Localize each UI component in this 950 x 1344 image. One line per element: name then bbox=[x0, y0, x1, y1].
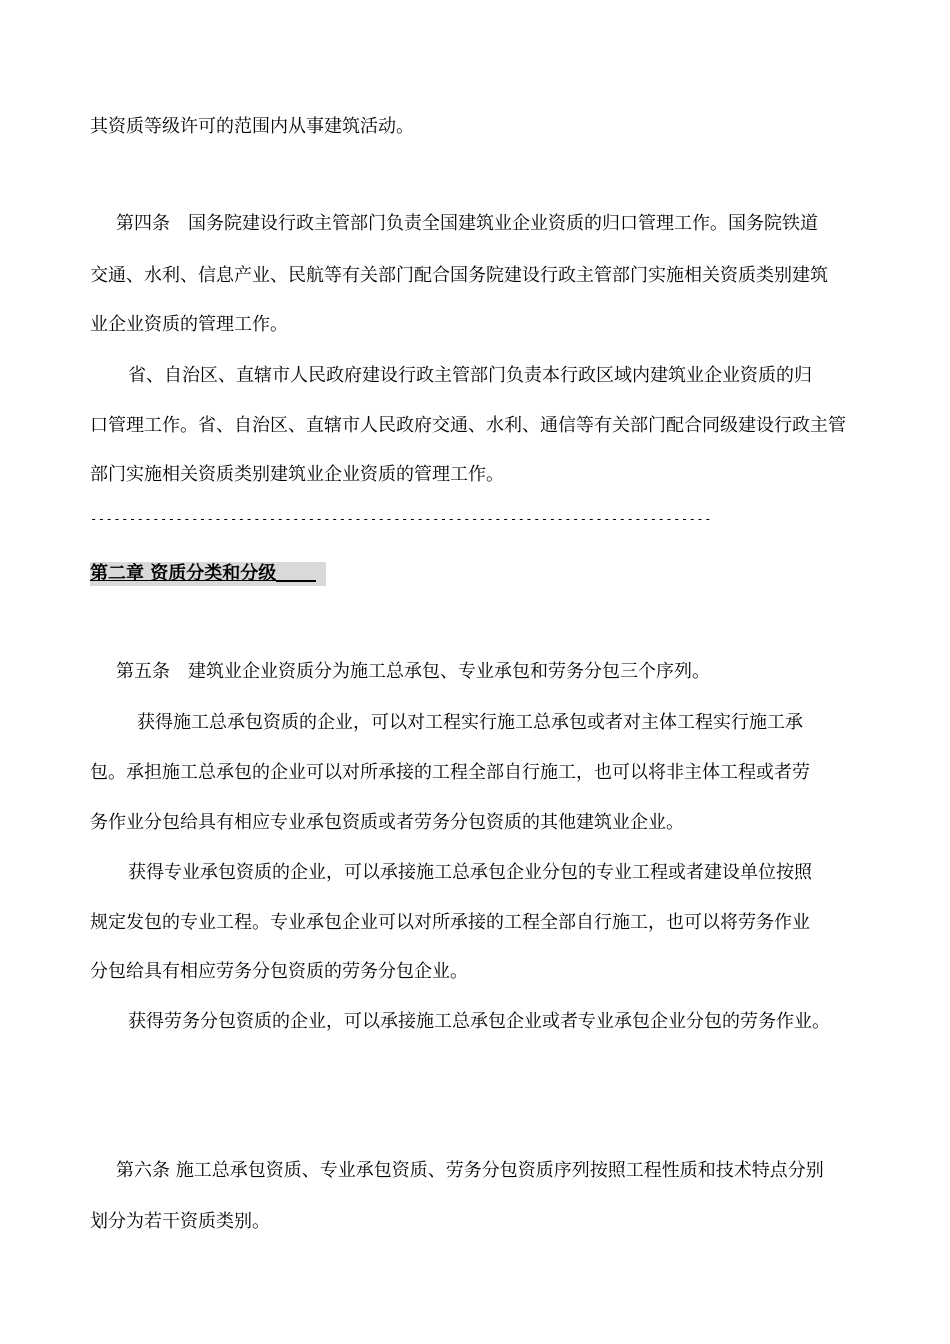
chapter-heading bbox=[90, 562, 326, 586]
article-4-line-1: 第四条 国务院建设行政主管部门负责全国建筑业企业资质的归口管理工作。国务院铁道 bbox=[116, 213, 818, 234]
heading-underline bbox=[276, 562, 316, 582]
article-5-line-1: 第五条 建筑业企业资质分为施工总承包、专业承包和劳务分包三个序列。 bbox=[116, 661, 710, 682]
article-4-line-2: 交通、水利、信息产业、民航等有关部门配合国务院建设行政主管部门实施相关资质类别建筑 bbox=[90, 265, 828, 286]
article-4-para2-line-2: 口管理工作。省、自治区、直辖市人民政府交通、水利、通信等有关部门配合同级建设行政主管 bbox=[90, 415, 846, 436]
article-5-para4-line-1: 获得劳务分包资质的企业，可以承接施工总承包企业或者专业承包企业分包的劳务作业。 bbox=[128, 1011, 830, 1032]
article-5-para2-line-3: 务作业分包给具有相应专业承包资质或者劳务分包资质的其他建筑业企业。 bbox=[90, 812, 684, 833]
separator-line: -------------------------------------------------------------------------------- bbox=[90, 512, 712, 526]
article-4-para2-line-1: 省、自治区、直辖市人民政府建设行政主管部门负责本行政区域内建筑业企业资质的归 bbox=[128, 365, 812, 386]
article-4-para2-line-3: 部门实施相关资质类别建筑业企业资质的管理工作。 bbox=[90, 464, 504, 485]
chapter-title: 第二章 资质分类和分级 bbox=[90, 563, 277, 584]
article-5-para2-line-1: 获得施工总承包资质的企业，可以对工程实行施工总承包或者对主体工程实行施工承 bbox=[137, 712, 803, 733]
article-6-line-2: 划分为若干资质类别。 bbox=[90, 1211, 270, 1232]
article-5-para3-line-1: 获得专业承包资质的企业，可以承接施工总承包企业分包的专业工程或者建设单位按照 bbox=[128, 862, 812, 883]
article-6-line-1: 第六条 施工总承包资质、专业承包资质、劳务分包资质序列按照工程性质和技术特点分别 bbox=[116, 1160, 824, 1181]
article-4-line-3: 业企业资质的管理工作。 bbox=[90, 314, 288, 335]
article-5-para3-line-2: 规定发包的专业工程。专业承包企业可以对所承接的工程全部自行施工，也可以将劳务作业 bbox=[90, 912, 810, 933]
paragraph-line: 其资质等级许可的范围内从事建筑活动。 bbox=[90, 116, 414, 137]
article-5-para2-line-2: 包。承担施工总承包的企业可以对所承接的工程全部自行施工，也可以将非主体工程或者劳 bbox=[90, 762, 810, 783]
article-5-para3-line-3: 分包给具有相应劳务分包资质的劳务分包企业。 bbox=[90, 961, 468, 982]
